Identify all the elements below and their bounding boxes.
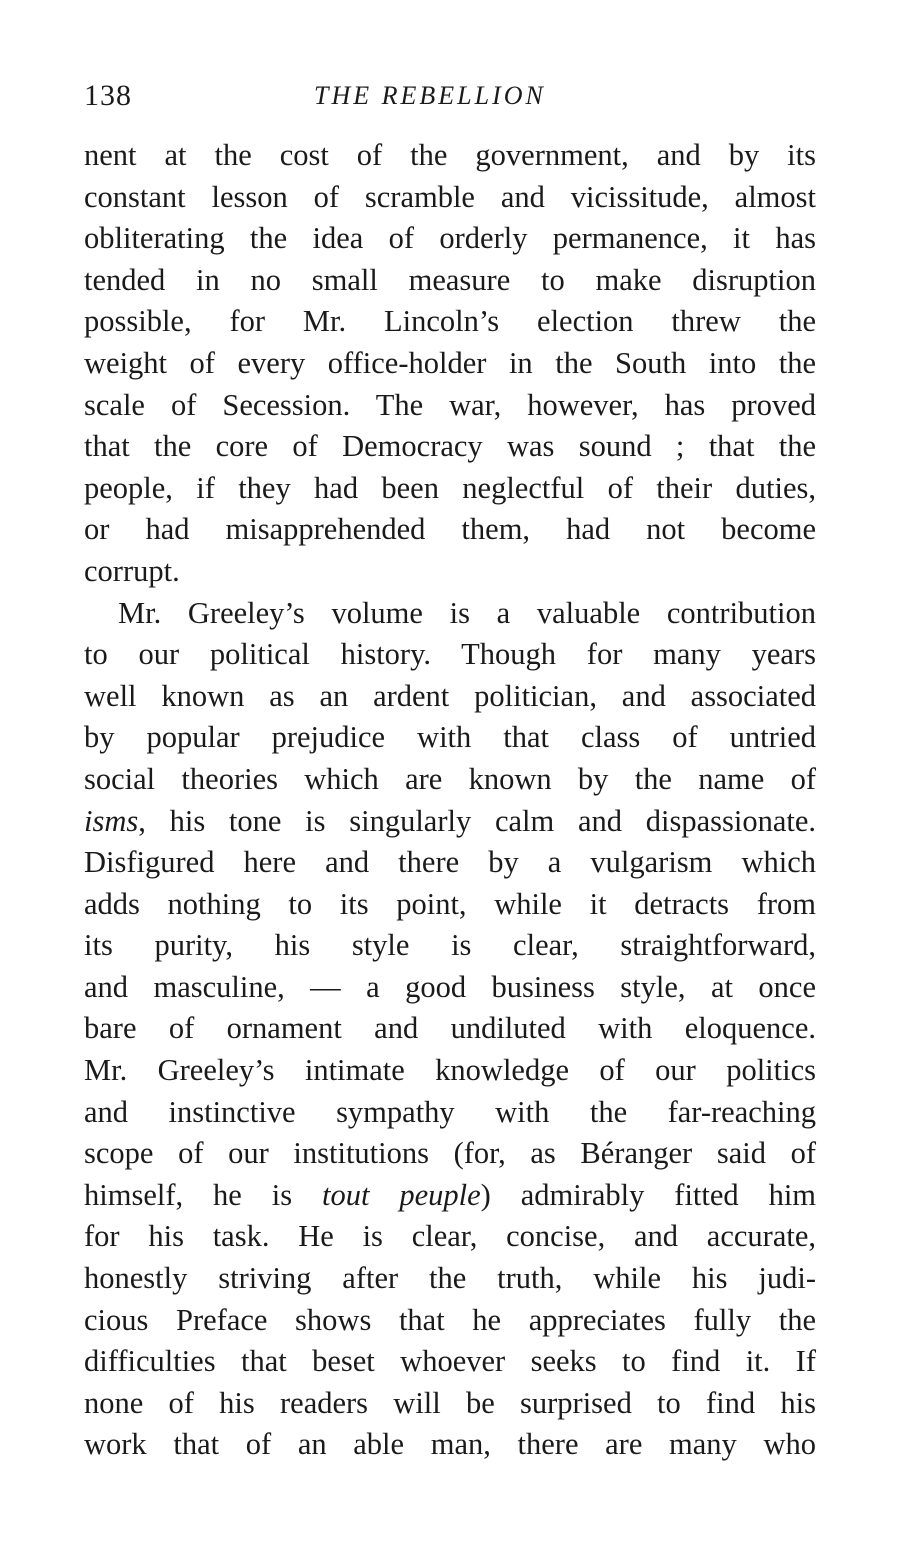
text-line: none of his readers will be surprised to find his xyxy=(84,1385,816,1420)
text-line: cious Preface shows that he appreciates fully the xyxy=(84,1302,816,1337)
text-line: by popular prejudice with that class of untried xyxy=(84,720,816,755)
running-title: THE REBELLION xyxy=(314,81,546,110)
text-line: to our political history. Though for many years xyxy=(84,637,816,672)
page-number: 138 xyxy=(84,79,132,112)
body-text xyxy=(84,135,816,1466)
text-line: for his task. He is clear, concise, and accurate, xyxy=(84,1219,816,1254)
text-line: and instinctive sympathy with the far-reaching xyxy=(84,1094,816,1129)
text-line: social theories which are known by the name of xyxy=(84,761,816,796)
text-line: himself, he is tout peuple) admirably fitted him xyxy=(84,1177,817,1212)
text-line: work that of an able man, there are many who xyxy=(84,1427,816,1462)
text-line: people, if they had been neglectful of their duties, xyxy=(84,470,816,505)
text-line: nent at the cost of the government, and by its xyxy=(84,138,816,172)
text-line: obliterating the idea of orderly permanence, it has xyxy=(84,221,816,256)
text-line: corrupt. xyxy=(84,553,180,588)
text-line: and masculine, — a good business style, at once xyxy=(84,969,816,1004)
text-line: Mr. Greeley’s intimate knowledge of our politics xyxy=(84,1053,816,1088)
page-header xyxy=(84,76,816,116)
text-line: bare of ornament and undiluted with eloquence. xyxy=(84,1011,816,1046)
text-line: scale of Secession. The war, however, has proved xyxy=(84,387,816,422)
text-line: difficulties that beset whoever seeks to find it. If xyxy=(84,1344,816,1379)
text-line: that the core of Democracy was sound ; that the xyxy=(84,429,816,464)
text-line: its purity, his style is clear, straightforward, xyxy=(84,928,816,963)
text-line: possible, for Mr. Lincoln’s election threw the xyxy=(84,304,816,339)
text-line: well known as an ardent politician, and associated xyxy=(84,678,816,713)
text-line: scope of our institutions (for, as Béranger said of xyxy=(84,1136,816,1171)
text-line: adds nothing to its point, while it detracts from xyxy=(84,886,816,921)
paragraph-1 xyxy=(84,135,816,593)
text-line: isms, his tone is singularly calm and dispassionate. xyxy=(84,803,816,838)
text-line: Disfigured here and there by a vulgarism which xyxy=(84,845,816,880)
text-line: constant lesson of scramble and vicissitude, almost xyxy=(84,179,816,214)
text-line: weight of every office-holder in the South into the xyxy=(84,345,816,380)
text-line: honestly striving after the truth, while his judi- xyxy=(84,1261,816,1296)
text-line: tended in no small measure to make disruption xyxy=(84,262,816,297)
text-line: or had misapprehended them, had not become xyxy=(84,512,816,547)
text-line: Mr. Greeley’s volume is a valuable contribution xyxy=(118,595,816,630)
paragraph-2 xyxy=(84,593,816,1466)
